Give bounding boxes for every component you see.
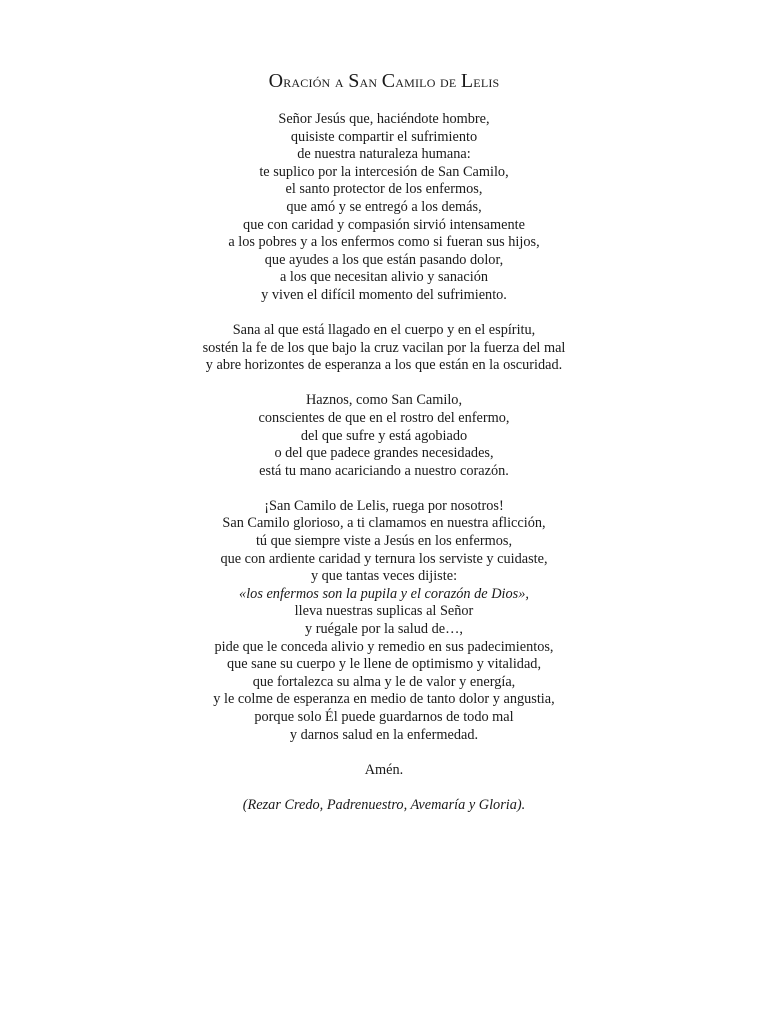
prayer-line: Amén. (364, 761, 404, 778)
prayer-line: San Camilo glorioso, a ti clamamos en nuestra aflicción, (222, 515, 546, 532)
prayer-line: «los enfermos son la pupila y el corazón de Dios», (239, 585, 529, 602)
prayer-line: ¡San Camilo de Lelis, ruega por nosotros! (264, 497, 504, 514)
prayer-stanza (0, 498, 768, 744)
prayer-line: Haznos, como San Camilo, (305, 392, 463, 409)
prayer-line: el santo protector de los enfermos, (285, 181, 483, 198)
prayer-line: y le colme de esperanza en medio de tanto dolor y angustia, (213, 691, 555, 708)
prayer-line: que con ardiente caridad y ternura los serviste y cuidaste, (220, 550, 548, 567)
prayer-line: conscientes de que en el rostro del enfermo, (258, 409, 510, 426)
title-word: Lelis (460, 70, 500, 92)
prayer-line: Sana al que está llagado en el cuerpo y en el espíritu, (232, 322, 536, 339)
prayer-stanza (0, 392, 768, 480)
prayer-line: de nuestra naturaleza humana: (297, 146, 471, 163)
prayer-line: y ruégale por la salud de…, (304, 620, 463, 637)
title-word: San (348, 70, 382, 92)
prayer-line: que amó y se entregó a los demás, (286, 198, 482, 215)
prayer-line: te suplico por la intercesión de San Camilo, (259, 163, 509, 180)
prayer-line: quisiste compartir el sufrimiento (290, 128, 478, 145)
prayer-line: tú que siempre viste a Jesús en los enfermos, (255, 532, 513, 549)
prayer-stanza (0, 762, 768, 780)
prayer-line: a los que necesitan alivio y sanación (279, 269, 489, 286)
prayer-line: y abre horizontes de esperanza a los que están en la oscuridad. (205, 357, 563, 374)
prayer-line: y viven el difícil momento del sufrimiento. (261, 286, 507, 303)
prayer-line: que sane su cuerpo y le llene de optimismo y vitalidad, (226, 656, 542, 673)
prayer-line: o del que padece grandes necesidades, (274, 445, 494, 462)
prayer-line: Señor Jesús que, haciéndote hombre, (278, 111, 490, 127)
prayer-line: pide que le conceda alivio y remedio en sus padecimientos, (214, 638, 554, 655)
title-word: Camilo de (381, 70, 461, 92)
prayer-line: y darnos salud en la enfermedad. (289, 726, 479, 743)
prayer-stanza (0, 797, 768, 815)
prayer-stanza (0, 322, 768, 375)
prayer-stanza (0, 111, 768, 305)
prayer-line: lleva nuestras suplicas al Señor (294, 603, 474, 620)
prayer-line: que fortalezca su alma y le de valor y energía, (252, 673, 516, 690)
prayer-line: a los pobres y a los enfermos como si fueran sus hijos, (228, 234, 540, 251)
prayer-line: (Rezar Credo, Padrenuestro, Avemaría y Gloria). (242, 796, 526, 813)
prayer-line: y que tantas veces dijiste: (310, 568, 458, 585)
prayer-body (0, 111, 768, 814)
prayer-line: está tu mano acariciando a nuestro corazón. (259, 462, 509, 479)
title-word: Oración a (268, 70, 349, 92)
prayer-line: que con caridad y compasión sirvió intensamente (243, 216, 525, 233)
prayer-line: sostén la fe de los que bajo la cruz vacilan por la fuerza del mal (202, 339, 566, 356)
prayer-line: que ayudes a los que están pasando dolor, (264, 251, 504, 268)
prayer-title (0, 71, 768, 92)
prayer-line: del que sufre y está agobiado (300, 427, 468, 444)
prayer-line: porque solo Él puede guardarnos de todo mal (254, 708, 514, 725)
